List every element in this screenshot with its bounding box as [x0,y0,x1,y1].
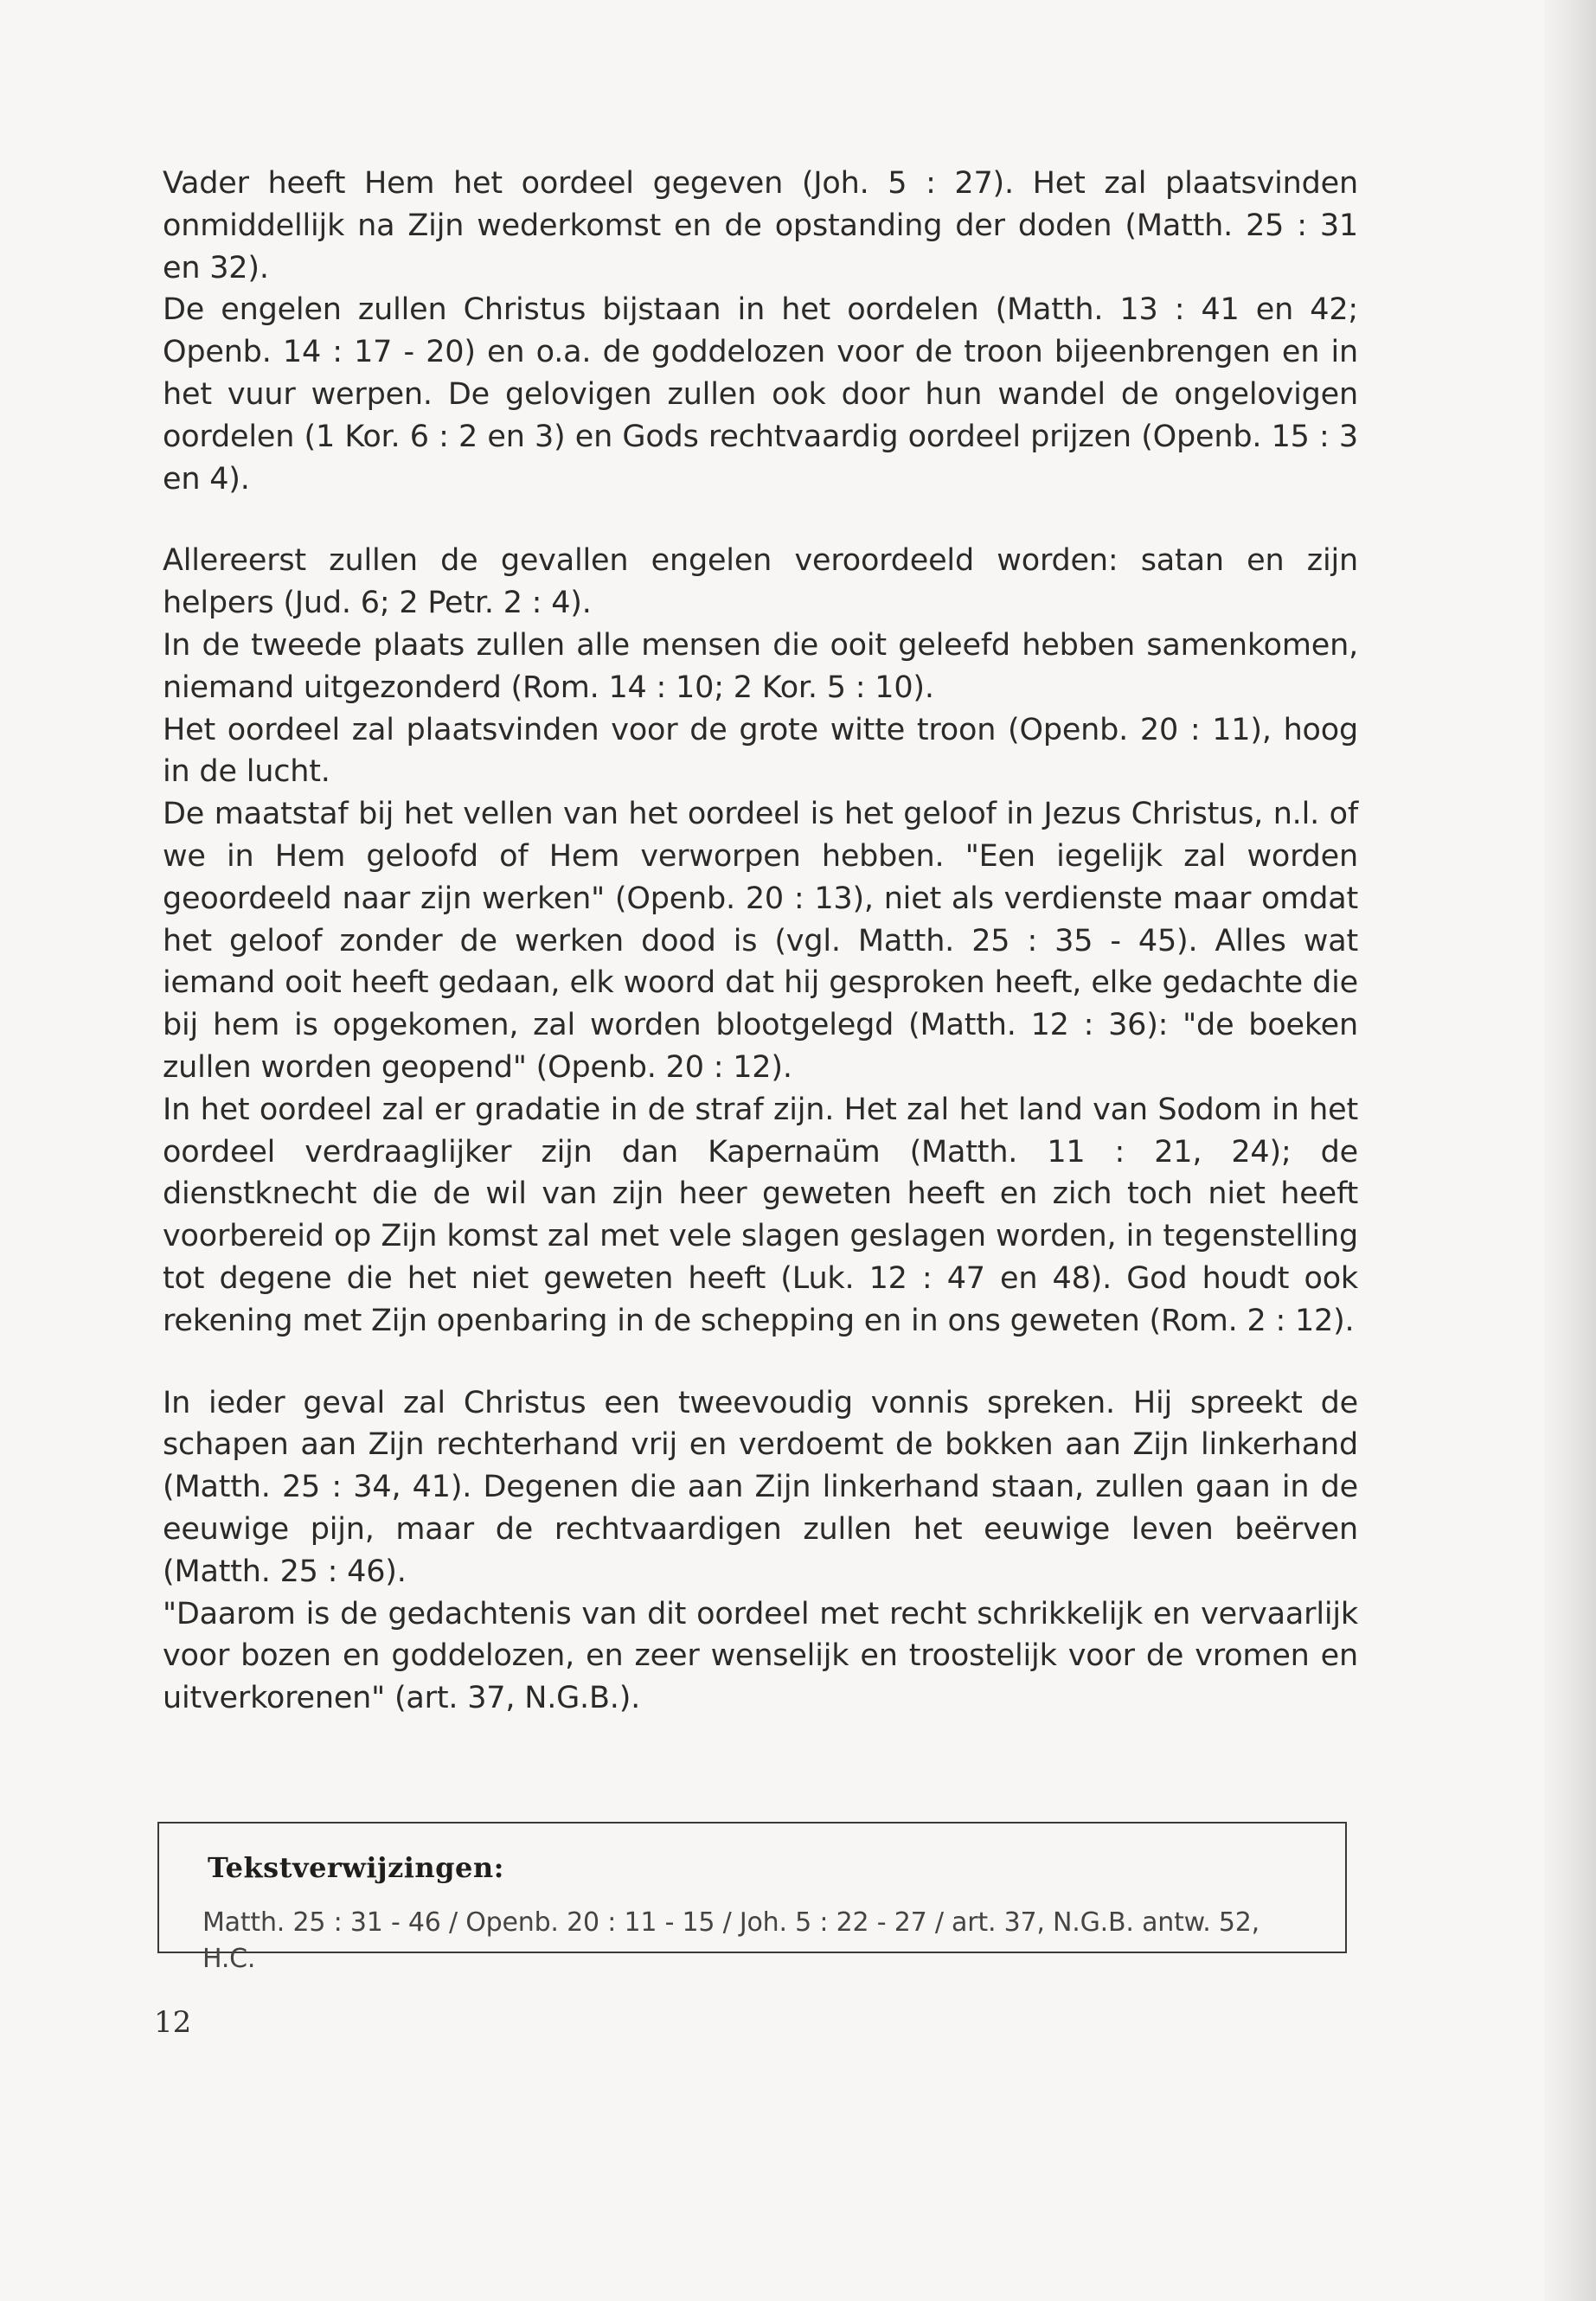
body-text [163,163,1358,1720]
references-heading: Tekstverwijzingen: [208,1851,504,1884]
paragraph-8: In ieder geval zal Christus een tweevoudig vonnis spreken. Hij spreekt de schapen aan Zijn rechterhand vrij en verdoemt de bokken aan Zijn linkerhand (Matth. 25 : 34, 41). Degenen die aan Zijn linkerhand staan, zullen gaan in de eeuwige pijn, maar de rechtvaardigen zullen het eeuwige leven beërven (Matth. 25 : 46). [163,1385,1358,1589]
paragraph-7: In het oordeel zal er gradatie in de straf zijn. Het zal het land van Sodom in het oordeel verdraaglijker zijn dan Kapernaüm (Matth. 11 : 21, 24); de dienstknecht die de wil van zijn heer geweten heeft en zich toch niet heeft voorbereid op Zijn komst zal met vele slagen geslagen worden, in tegenstelling tot degene die het niet geweten heeft (Luk. 12 : 47 en 48). God houdt ook rekening met Zijn openbaring in de schepping en in ons geweten (Rom. 2 : 12). [163,1092,1358,1338]
paragraph-3: Allereerst zullen de gevallen engelen veroordeeld worden: satan en zijn helpers (Jud. 6; 2 Petr. 2 : 4). [163,543,1358,621]
paragraph-1: Vader heeft Hem het oordeel gegeven (Joh. 5 : 27). Het zal plaatsvinden onmiddellijk na Zijn wederkomst en de opstanding der doden (Matth. 25 : 31 en 32). [163,166,1358,285]
paragraph-2: De engelen zullen Christus bijstaan in het oordelen (Matth. 13 : 41 en 42; Openb. 14 : 17 - 20) en o.a. de goddelozen voor de troon bijeenbrengen en in het vuur werpen. De gelovigen zullen ook door hun wandel de ongelovigen oordelen (1 Kor. 6 : 2 en 3) en Gods rechtvaardig oordeel prijzen (Openb. 15 : 3 en 4). [163,292,1358,497]
references-box [157,1822,1347,1974]
paragraph-6: De maatstaf bij het vellen van het oordeel is het geloof in Jezus Christus, n.l. of we in Hem geloofd of Hem verworpen hebben. "Een iegelijk zal worden geoordeeld naar zijn werken" (Openb. 20 : 13), niet als verdienste maar omdat het geloof zonder de werken dood is (vgl. Matth. 25 : 35 - 45). Alles wat iemand ooit heeft gedaan, elk woord dat hij gesproken heeft, elke gedachte die bij hem is opgekomen, zal worden blootgelegd (Matth. 12 : 36): "de boeken zullen worden geopend" (Openb. 20 : 12). [163,797,1358,1085]
paragraph-4: In de tweede plaats zullen alle mensen die ooit geleefd hebben samenkomen, niemand uitgezonderd (Rom. 14 : 10; 2 Kor. 5 : 10). [163,627,1358,705]
paragraph-9: "Daarom is de gedachtenis van dit oordeel met recht schrikkelijk en vervaarlijk voor bozen en goddelozen, en zeer wenselijk en troostelijk voor de vromen en uitverkorenen" (art. 37, N.G.B.). [163,1596,1358,1716]
paragraph-5: Het oordeel zal plaatsvinden voor de grote witte troon (Openb. 20 : 11), hoog in de lucht. [163,712,1358,790]
page-edge-shadow [1544,0,1596,2301]
references-text: Matth. 25 : 31 - 46 / Openb. 20 : 11 - 15 / Joh. 5 : 22 - 27 / art. 37, N.G.B. antw. 52, H.C. [202,1907,1259,1974]
page-number: 12 [154,2005,192,2040]
